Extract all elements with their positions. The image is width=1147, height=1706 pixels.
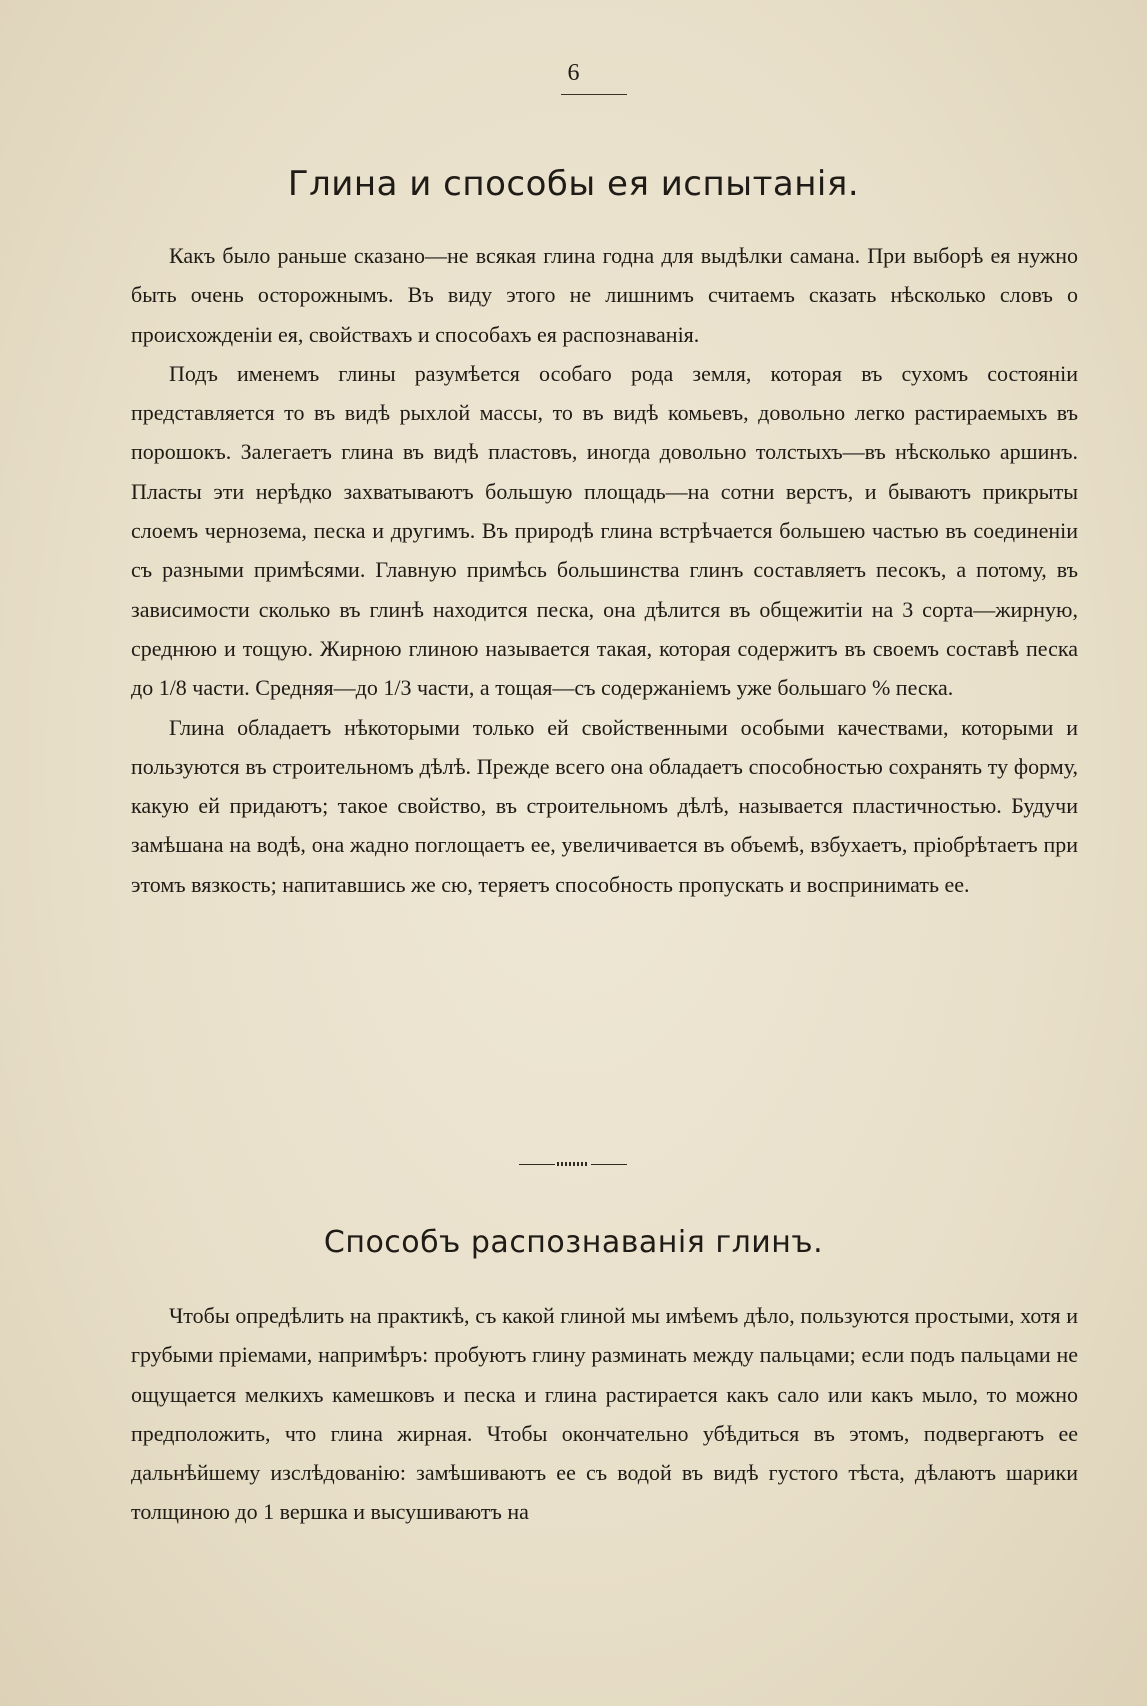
- section-title-clay-testing: Глина и способы ея испытанія.: [287, 164, 860, 204]
- page-number: 6: [567, 60, 580, 86]
- section-body-clay-testing: [131, 236, 1078, 904]
- page-number-rule: [561, 94, 627, 95]
- section-title-clay-recognition: Способъ распознаванія глинъ.: [323, 1225, 824, 1260]
- divider-line-left: [519, 1164, 555, 1165]
- paragraph: Подъ именемъ глины разумѣется особаго рода земля, которая въ сухомъ состояніи представляется то въ видѣ рыхлой массы, то въ видѣ комьевъ, довольно легко растираемыхъ въ порошокъ. Залегаетъ глина въ видѣ пластовъ, иногда довольно толстыхъ—въ нѣсколько аршинъ. Пласты эти нерѣдко захватываютъ большую площадь—на сотни верстъ, и бываютъ прикрыты слоемъ чернозема, песка и другимъ. Въ природѣ глина встрѣчается большею частью въ соединеніи съ разными примѣсями. Главную примѣсь большинства глинъ составляетъ песокъ, а потому, въ зависимости сколько въ глинѣ находится песка, она дѣлится въ общежитіи на 3 сорта—жирную, среднюю и тощую. Жирною глиною называется такая, которая содержитъ въ своемъ составѣ песка до 1/8 части. Средняя—до 1/3 части, а тощая—съ содержаніемъ уже большаго % песка.: [131, 360, 1078, 701]
- divider-dots: [557, 1162, 589, 1166]
- paragraph: Глина обладаетъ нѣкоторыми только ей свойственными особыми качествами, которыми и пользуются въ строительномъ дѣлѣ. Прежде всего она обладаетъ способностью сохранять ту форму, какую ей придаютъ; такое свойство, въ строительномъ дѣлѣ, называется пластичностью. Будучи замѣшана на водѣ, она жадно поглощаетъ ее, увеличивается въ объемѣ, взбухаетъ, пріобрѣтаетъ при этомъ вязкость; напитавшись же сю, теряетъ способность пропускать и воспринимать ее.: [131, 714, 1078, 897]
- paragraph: Какъ было раньше сказано—не всякая глина годна для выдѣлки самана. При выборѣ ея нужно быть очень осторожнымъ. Въ виду этого не лишнимъ считаемъ сказать нѣсколько словъ о происхожденіи ея, свойствахъ и способахъ ея распознаванія.: [131, 243, 1078, 347]
- paragraph: Чтобы опредѣлить на практикѣ, съ какой глиной мы имѣемъ дѣло, пользуются простыми, хотя и грубыми пріемами, напримѣръ: пробуютъ глину разминать между пальцами; если подъ пальцами не ощущается мелкихъ камешковъ и песка и глина растирается какъ сало или какъ мыло, то можно предположить, что глина жирная. Чтобы окончательно убѣдиться въ этомъ, подвергаютъ ее дальнѣйшему изслѣдованію: замѣшиваютъ ее съ водой въ видѣ густого тѣста, дѣлаютъ шарики толщиною до 1 вершка и высушиваютъ на: [131, 1303, 1078, 1525]
- divider-line-right: [591, 1164, 627, 1165]
- section-body-clay-recognition: [131, 1296, 1078, 1532]
- section-divider: [519, 1162, 627, 1166]
